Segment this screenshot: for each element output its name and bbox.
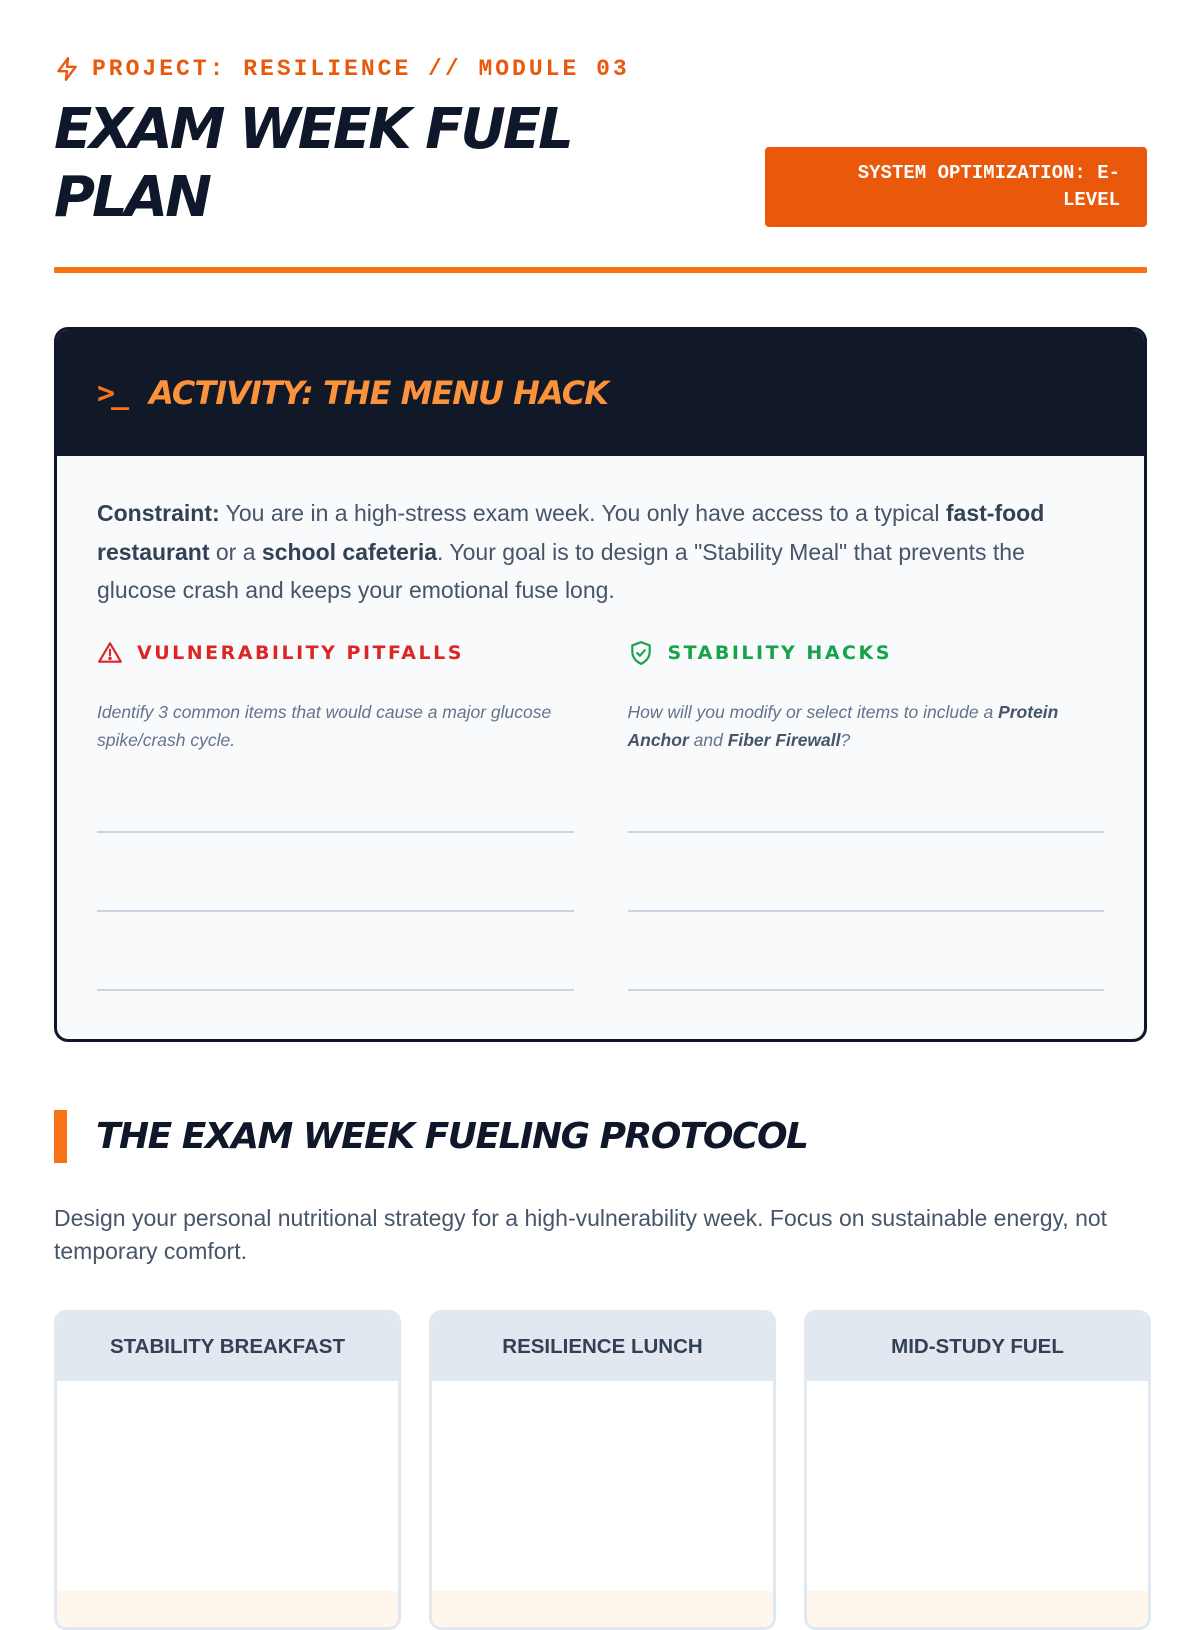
activity-columns [97, 640, 1104, 991]
meal-plan-grid [54, 1310, 1151, 1630]
pitfalls-answer-line-2[interactable] [97, 910, 574, 912]
warning-triangle-icon [97, 640, 123, 666]
constraint-label: Constraint: [97, 500, 220, 526]
hacks-heading [628, 640, 1105, 666]
page-title: EXAM WEEK FUEL PLAN [54, 97, 571, 230]
hacks-text: How will you modify or select items to include a [627, 701, 999, 722]
meal-card-footer [432, 1591, 773, 1630]
fiber-firewall-term: Fiber Firewall [727, 729, 841, 750]
hacks-description [628, 698, 1105, 754]
meal-card-title: RESILIENCE LUNCH [432, 1313, 773, 1381]
meal-card-lunch [429, 1310, 776, 1630]
intro-text: You are in a high-stress exam week. You only have access to a typical [219, 500, 946, 526]
meal-card-footer [807, 1591, 1148, 1630]
pitfalls-column [97, 640, 574, 991]
pitfalls-heading [97, 640, 574, 666]
hacks-answer-line-1[interactable] [628, 831, 1105, 833]
meal-card-title: STABILITY BREAKFAST [57, 1313, 398, 1381]
protein-anchor-term: Protein Anchor [627, 701, 1059, 750]
kicker-text: PROJECT: RESILIENCE // MODULE 03 [92, 56, 630, 82]
pitfalls-answer-line-1[interactable] [97, 831, 574, 833]
activity-card-header [57, 330, 1144, 456]
pitfalls-description: Identify 3 common items that would cause a major glucose spike/crash cycle. [97, 701, 552, 750]
intro-text: . Your goal is to design a "Stability Meal" that prevents the glucose crash and keeps your emotional fuse long. [97, 538, 1025, 603]
pitfalls-title: VULNERABILITY PITFALLS [137, 641, 464, 664]
protocol-description: Design your personal nutritional strategy for a high-vulnerability week. Focus on sustainable energy, not temporary comfort. [54, 1205, 1108, 1264]
activity-intro [97, 494, 1104, 610]
meal-card-title: MID-STUDY FUEL [807, 1313, 1148, 1381]
terminal-icon: >_ [97, 375, 126, 411]
optimization-badge: SYSTEM OPTIMIZATION: E-LEVEL [765, 147, 1147, 227]
intro-emphasis-cafeteria: school cafeteria [261, 538, 438, 565]
hacks-title: STABILITY HACKS [667, 641, 892, 664]
meal-writing-area[interactable] [57, 1381, 398, 1591]
protocol-title: THE EXAM WEEK FUELING PROTOCOL [96, 1116, 808, 1157]
intro-emphasis-fast-food: fast-food restaurant [97, 500, 1045, 565]
hacks-answer-line-2[interactable] [628, 910, 1105, 912]
hacks-text: ? [840, 729, 851, 750]
header-divider [54, 267, 1147, 273]
section-accent-bar [54, 1110, 67, 1163]
hacks-answer-line-3[interactable] [628, 989, 1105, 991]
intro-text: or a [209, 538, 262, 565]
activity-title: ACTIVITY: THE MENU HACK [149, 374, 609, 412]
lightning-bolt-icon [54, 56, 80, 82]
hacks-text: and [688, 729, 728, 750]
shield-check-icon [628, 640, 654, 666]
meal-card-breakfast [54, 1310, 401, 1630]
meal-card-footer [57, 1591, 398, 1630]
pitfalls-answer-line-3[interactable] [97, 989, 574, 991]
meal-writing-area[interactable] [432, 1381, 773, 1591]
activity-card-body [57, 456, 1144, 991]
hacks-column [628, 640, 1105, 991]
meal-card-mid-study [804, 1310, 1151, 1630]
meal-writing-area[interactable] [807, 1381, 1148, 1591]
activity-card [54, 327, 1147, 1042]
module-kicker [54, 56, 630, 82]
